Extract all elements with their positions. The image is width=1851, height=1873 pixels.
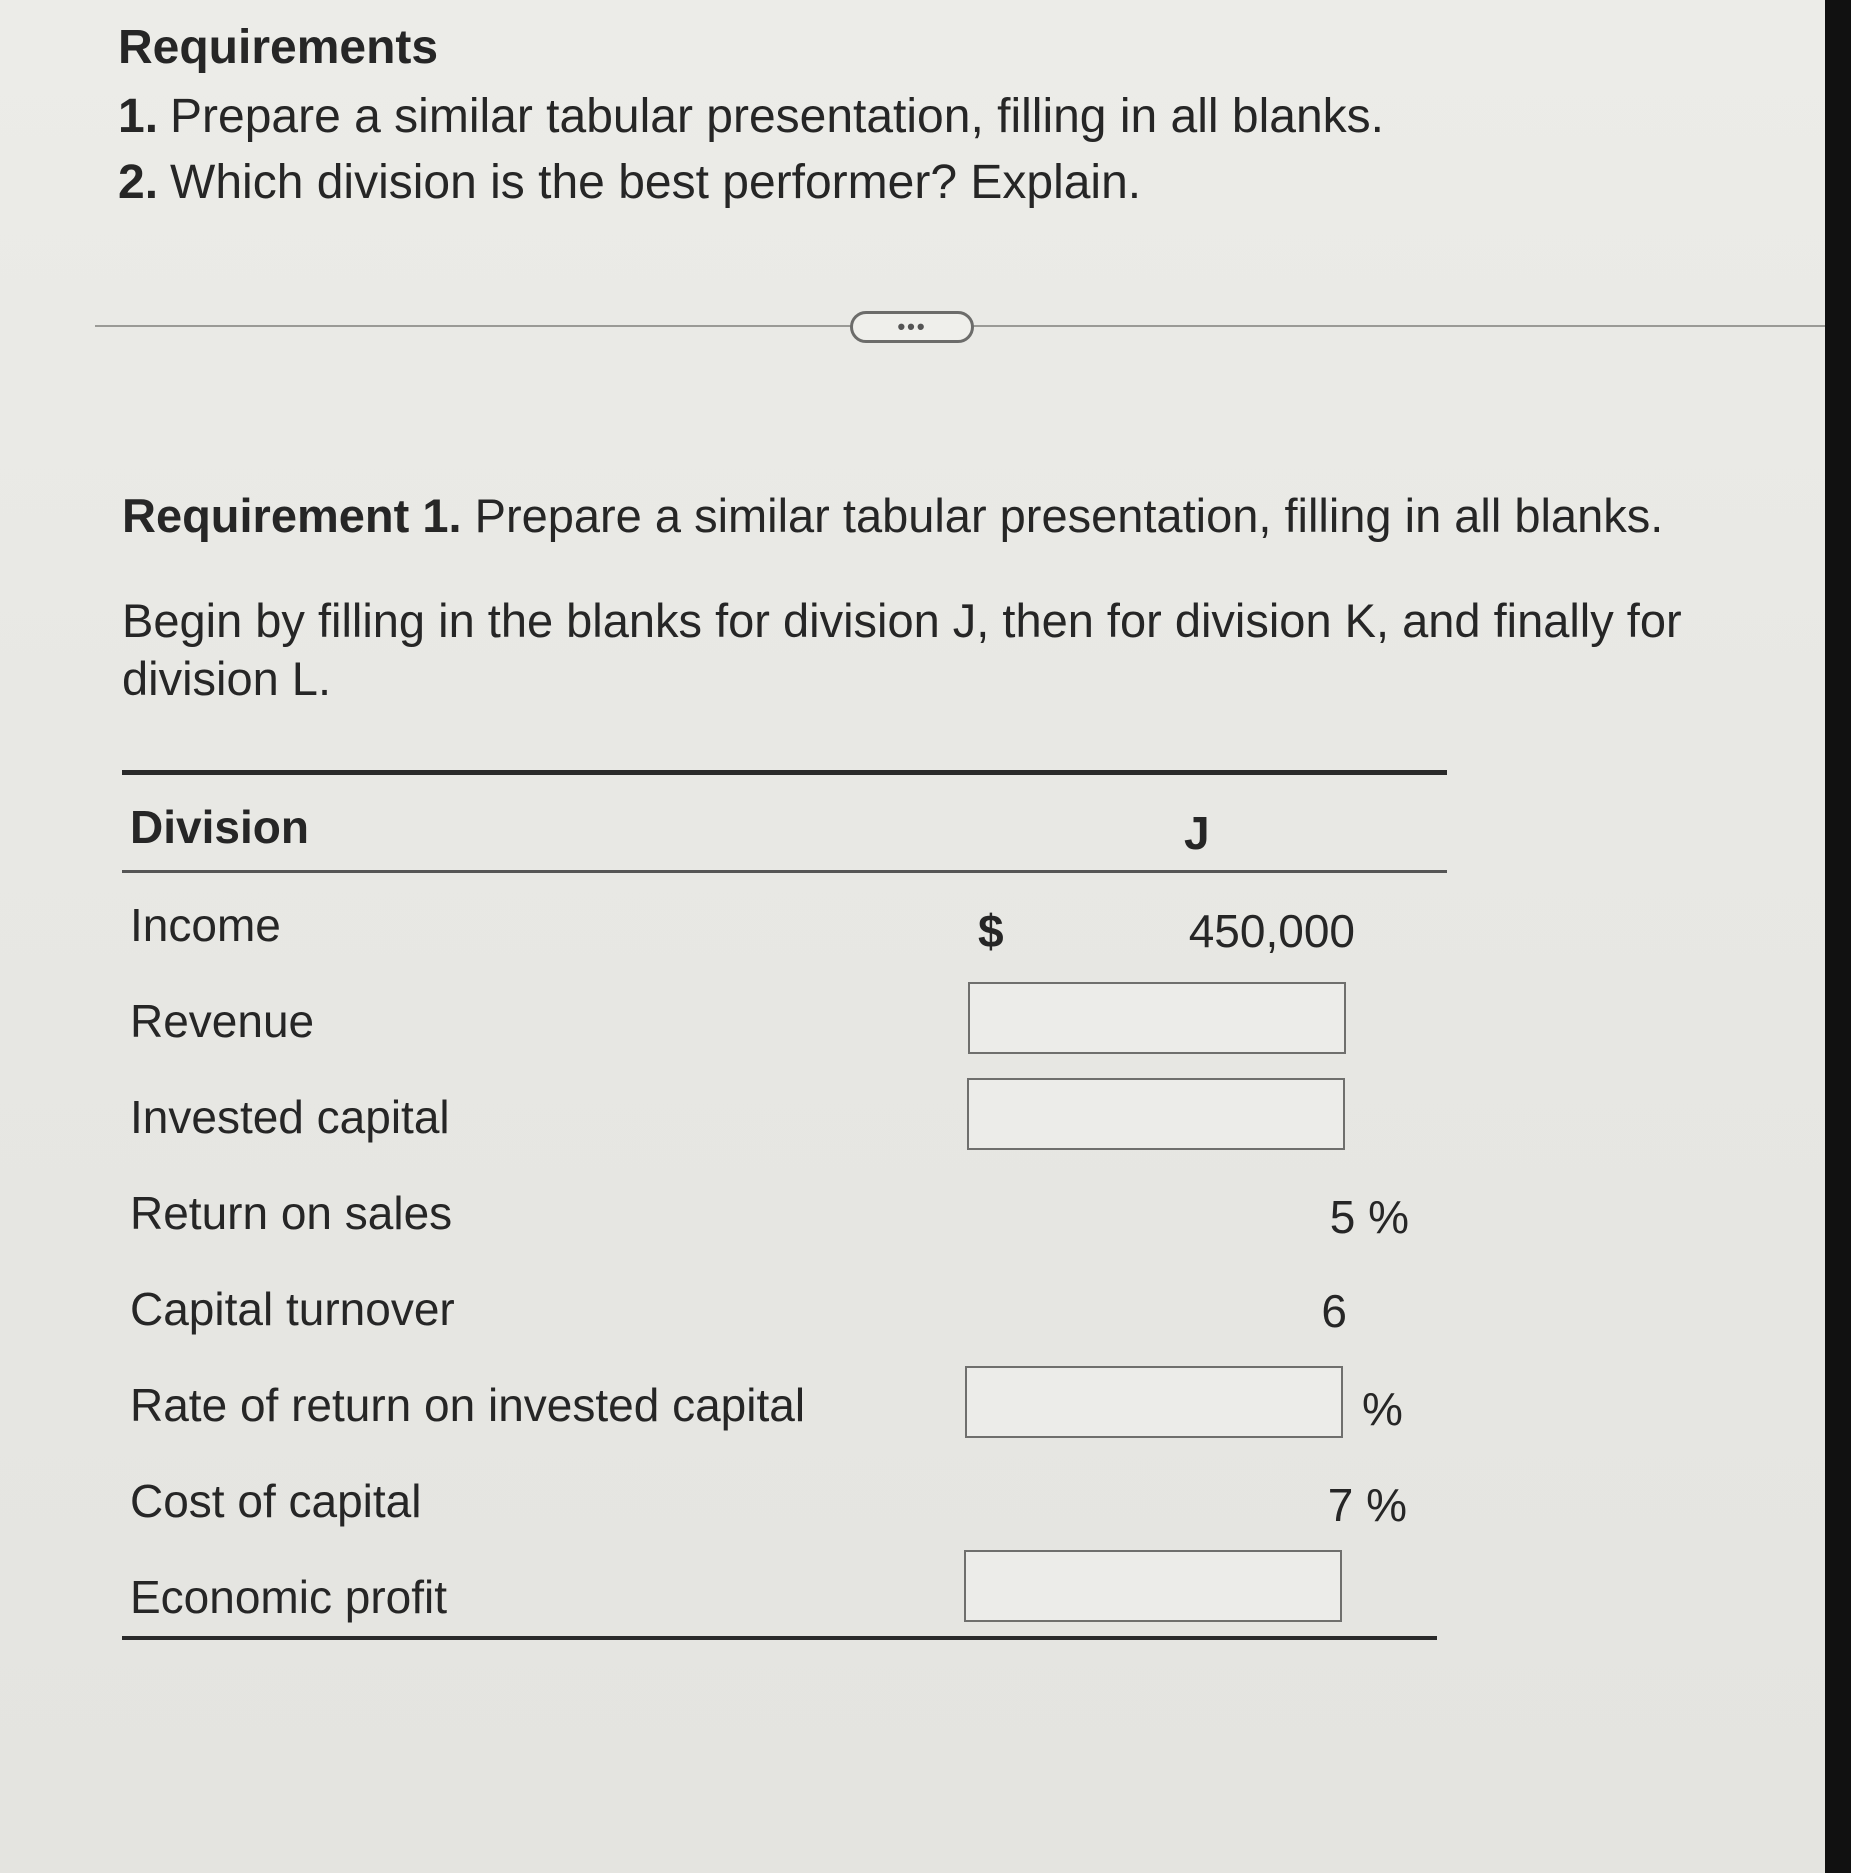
requirements-list	[118, 84, 1384, 216]
instruction-text: Begin by filling in the blanks for division J, then for division K, and finally for division L.	[122, 594, 1682, 705]
requirement-1-title	[122, 488, 1663, 543]
row-label-rate-of-return: Rate of return on invested capital	[130, 1379, 806, 1431]
percent-unit: %	[1362, 1383, 1403, 1435]
requirement-item	[118, 84, 1384, 150]
row-label-revenue: Revenue	[130, 995, 315, 1047]
table-header-rule	[122, 870, 1447, 873]
requirement-item	[118, 150, 1384, 216]
row-label-capital-turnover: Capital turnover	[130, 1283, 455, 1335]
requirement-text: Which division is the best performer? Explain.	[170, 156, 1142, 209]
requirement-text: Prepare a similar tabular presentation, filling in all blanks.	[170, 90, 1384, 143]
return-on-sales-value: 5 %	[1329, 1191, 1409, 1243]
table-bottom-rule	[122, 1636, 1437, 1640]
rate-of-return-input[interactable]	[965, 1366, 1343, 1438]
header-division-label: Division	[130, 801, 309, 853]
economic-profit-input[interactable]	[964, 1550, 1342, 1622]
row-label-income: Income	[130, 899, 281, 951]
table-top-rule	[122, 770, 1447, 775]
capital-turnover-value: 6	[1321, 1285, 1347, 1337]
requirements-heading: Requirements	[118, 21, 439, 74]
expand-more-button[interactable]: •••	[850, 311, 974, 343]
requirement-number: 1.	[118, 90, 159, 143]
row-label-economic-profit: Economic profit	[130, 1571, 448, 1623]
header-column-j: J	[1184, 807, 1210, 859]
currency-symbol: $	[978, 905, 1004, 957]
screen-edge	[1825, 0, 1851, 1873]
invested-capital-input[interactable]	[967, 1078, 1345, 1150]
requirement-1-label: Requirement 1.	[122, 489, 462, 542]
row-label-return-on-sales: Return on sales	[130, 1187, 453, 1239]
requirement-number: 2.	[118, 156, 159, 209]
income-value: 450,000	[1188, 905, 1355, 957]
row-label-invested-capital: Invested capital	[130, 1091, 450, 1143]
cost-of-capital-value: 7 %	[1327, 1479, 1407, 1531]
requirement-1-text: Prepare a similar tabular presentation, filling in all blanks.	[461, 489, 1664, 542]
row-label-cost-of-capital: Cost of capital	[130, 1475, 422, 1527]
revenue-input[interactable]	[968, 982, 1346, 1054]
